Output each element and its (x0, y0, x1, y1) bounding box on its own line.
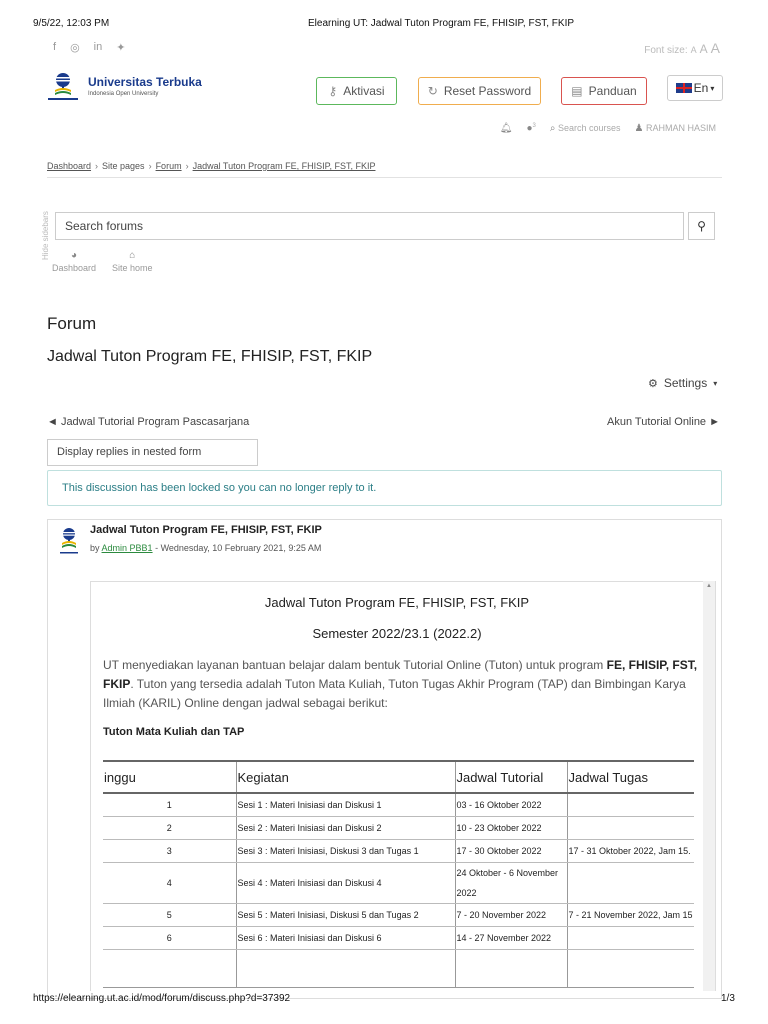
cell-minggu: 6 (103, 926, 236, 949)
breadcrumb-discussion[interactable]: Jadwal Tuton Program FE, FHISIP, FST, FKIP (192, 161, 376, 171)
breadcrumb-dashboard[interactable]: Dashboard (47, 161, 92, 171)
refresh-icon: ↻ (427, 84, 438, 98)
para-programs: FE, FHISIP, FST, FKIP (103, 658, 698, 691)
instagram-icon[interactable]: ◎ (70, 42, 80, 54)
table-row (103, 816, 694, 839)
breadcrumb-separator: › (95, 161, 99, 171)
cell-kegiatan: Sesi 5 : Materi Inisiasi, Diskusi 5 dan Tugas 2 (236, 903, 455, 926)
bell-icon[interactable]: 🔔︎ (499, 123, 513, 134)
author-avatar (59, 526, 79, 556)
breadcrumb-divider (47, 177, 722, 178)
locked-notice: This discussion has been locked so you can no longer reply to it. (47, 470, 722, 506)
scroll-up-icon[interactable]: ▲ (706, 583, 712, 589)
document-icon: ▤ (571, 84, 583, 98)
quick-navigation (52, 250, 153, 273)
search-courses-link[interactable] (550, 123, 621, 134)
table-row (103, 862, 694, 903)
quicknav-site-home-label: Site home (112, 263, 153, 273)
post-by: by (90, 543, 100, 553)
cell-jadwal-tugas: 7 - 21 November 2022, Jam 15 (567, 903, 694, 926)
panduan-label: Panduan (588, 84, 637, 98)
messages-link[interactable] (526, 123, 535, 134)
user-icon: ♟ (634, 123, 644, 134)
chat-icon: ● (526, 123, 533, 134)
search-forums-input[interactable]: Search forums (55, 212, 684, 240)
dashboard-icon: ◕ (70, 250, 78, 261)
user-name: RAHMAN HASIM (645, 123, 716, 133)
table-row (103, 839, 694, 862)
twitter-icon[interactable]: ✦ (116, 42, 126, 54)
social-links (53, 41, 125, 54)
cell-minggu: 2 (103, 816, 236, 839)
post-byline (90, 543, 321, 553)
table-header-row (103, 761, 694, 793)
gear-icon: ⚙ (648, 377, 658, 390)
quicknav-dashboard[interactable] (52, 250, 96, 273)
cell-jadwal-tugas (567, 862, 694, 903)
cell-jadwal-tutorial: 03 - 16 Oktober 2022 (455, 793, 567, 816)
breadcrumb-separator: › (148, 161, 152, 171)
col-header-jadwal-tutorial: Jadwal Tutorial (455, 761, 567, 793)
search-icon: ⚲ (697, 219, 706, 233)
content-subheading: Tuton Mata Kuliah dan TAP (103, 726, 245, 738)
post-date: - Wednesday, 10 February 2021, 9:25 AM (155, 543, 322, 553)
ut-logo-icon (46, 70, 80, 102)
cell-jadwal-tugas (567, 793, 694, 816)
message-count: 3 (532, 123, 536, 129)
font-size-medium[interactable]: A (699, 42, 708, 56)
search-forums-button[interactable] (688, 212, 715, 240)
aktivasi-label: Aktivasi (343, 84, 385, 98)
font-size-small[interactable]: A (690, 45, 697, 55)
cell-jadwal-tutorial: 10 - 23 Oktober 2022 (455, 816, 567, 839)
table-row (103, 793, 694, 816)
page-heading: Forum (47, 314, 97, 333)
linkedin-icon[interactable]: in (93, 41, 103, 53)
content-semester: Semester 2022/23.1 (2022.2) (312, 626, 482, 641)
para-part-1: UT menyediakan layanan bantuan belajar dalam bentuk Tutorial Online (Tuton) untuk program (103, 658, 607, 672)
cell-minggu: 4 (103, 862, 236, 903)
user-menu[interactable] (635, 123, 717, 134)
cell-kegiatan: Sesi 6 : Materi Inisiasi dan Diskusi 6 (236, 926, 455, 949)
discussion-title: Jadwal Tuton Program FE, FHISIP, FST, FKIP (47, 348, 373, 365)
cell-kegiatan: Sesi 3 : Materi Inisiasi, Diskusi 3 dan Tugas 1 (236, 839, 455, 862)
breadcrumb-site-pages: Site pages (102, 161, 145, 171)
facebook-icon[interactable]: f (53, 41, 57, 53)
cell-kegiatan: Sesi 1 : Materi Inisiasi dan Diskusi 1 (236, 793, 455, 816)
cell-jadwal-tutorial: 7 - 20 November 2022 (455, 903, 567, 926)
quicknav-site-home[interactable] (112, 250, 153, 273)
font-size-label: Font size: (644, 45, 688, 56)
content-paragraph (103, 656, 698, 713)
logo-subtitle: Indonesia Open University (88, 91, 159, 97)
settings-menu[interactable] (648, 376, 717, 390)
cell-jadwal-tutorial: 17 - 30 Oktober 2022 (455, 839, 567, 862)
para-part-2: . Tuton yang tersedia adalah Tuton Mata Kuliah, Tuton Tugas Akhir Program (TAP) dan Bimbingan Karya Ilmiah (KARIL) Online dengan jadwal sebagai berikut: (103, 677, 686, 710)
cell-empty (567, 949, 694, 987)
font-size-control (644, 40, 720, 56)
quicknav-dashboard-label: Dashboard (52, 263, 97, 273)
cell-minggu: 5 (103, 903, 236, 926)
content-scrollbar[interactable] (703, 581, 715, 991)
user-navigation (500, 123, 716, 134)
display-mode-select[interactable]: Display replies in nested form (47, 439, 258, 466)
cell-minggu: 1 (103, 793, 236, 816)
content-title: Jadwal Tuton Program FE, FHISIP, FST, FKIP (264, 595, 530, 610)
cell-jadwal-tugas (567, 816, 694, 839)
previous-discussion-link[interactable]: ◄ Jadwal Tutorial Program Pascasarjana (47, 416, 250, 428)
search-icon: ⌕ (549, 123, 556, 134)
table-row-empty (103, 949, 694, 987)
post-author-link[interactable]: Admin PBB1 (101, 543, 153, 553)
uk-flag-icon (676, 83, 692, 93)
panduan-button[interactable] (561, 77, 647, 105)
print-url: https://elearning.ut.ac.id/mod/forum/discuss.php?d=37392 (33, 993, 291, 1004)
cell-kegiatan: Sesi 4 : Materi Inisiasi dan Diskusi 4 (236, 862, 455, 903)
search-courses-label: Search courses (557, 123, 621, 133)
cell-kegiatan: Sesi 2 : Materi Inisiasi dan Diskusi 2 (236, 816, 455, 839)
cell-empty (103, 949, 236, 987)
print-datetime: 9/5/22, 12:03 PM (33, 18, 110, 29)
cell-minggu: 3 (103, 839, 236, 862)
schedule-table (103, 760, 694, 988)
print-page-title: Elearning UT: Jadwal Tuton Program FE, FHISIP, FST, FKIP (308, 18, 575, 29)
breadcrumb-forum[interactable]: Forum (155, 161, 182, 171)
cell-empty (236, 949, 455, 987)
key-icon: ⚷ (328, 84, 338, 98)
reset-password-label: Reset Password (443, 84, 532, 98)
col-header-jadwal-tugas: Jadwal Tugas (567, 761, 694, 793)
language-label: En (693, 81, 709, 95)
cell-jadwal-tugas (567, 926, 694, 949)
print-page-number: 1/3 (721, 993, 735, 1004)
chevron-down-icon: ▾ (710, 83, 715, 93)
cell-jadwal-tugas: 17 - 31 Oktober 2022, Jam 15. (567, 839, 694, 862)
cell-empty (455, 949, 567, 987)
post-subject: Jadwal Tuton Program FE, FHISIP, FST, FKIP (90, 524, 322, 536)
breadcrumb-separator: › (185, 161, 189, 171)
caret-down-icon: ▾ (713, 378, 718, 388)
settings-label: Settings (663, 376, 708, 390)
col-header-kegiatan: Kegiatan (236, 761, 455, 793)
hide-sidebars-label: Hide sidebars (41, 211, 50, 260)
table-row (103, 903, 694, 926)
font-size-large[interactable]: A (710, 40, 720, 56)
breadcrumb (47, 161, 375, 171)
table-row (103, 926, 694, 949)
language-selector[interactable] (667, 75, 723, 101)
reset-password-button[interactable] (418, 77, 541, 105)
logo-title: Universitas Terbuka (88, 75, 202, 89)
col-header-minggu: inggu (103, 761, 236, 793)
home-icon: ⌂ (129, 250, 136, 261)
aktivasi-button[interactable] (316, 77, 397, 105)
next-discussion-link[interactable]: Akun Tutorial Online ► (607, 416, 720, 428)
site-logo[interactable] (46, 70, 202, 102)
cell-jadwal-tutorial: 14 - 27 November 2022 (455, 926, 567, 949)
cell-jadwal-tutorial: 24 Oktober - 6 November 2022 (455, 862, 567, 903)
